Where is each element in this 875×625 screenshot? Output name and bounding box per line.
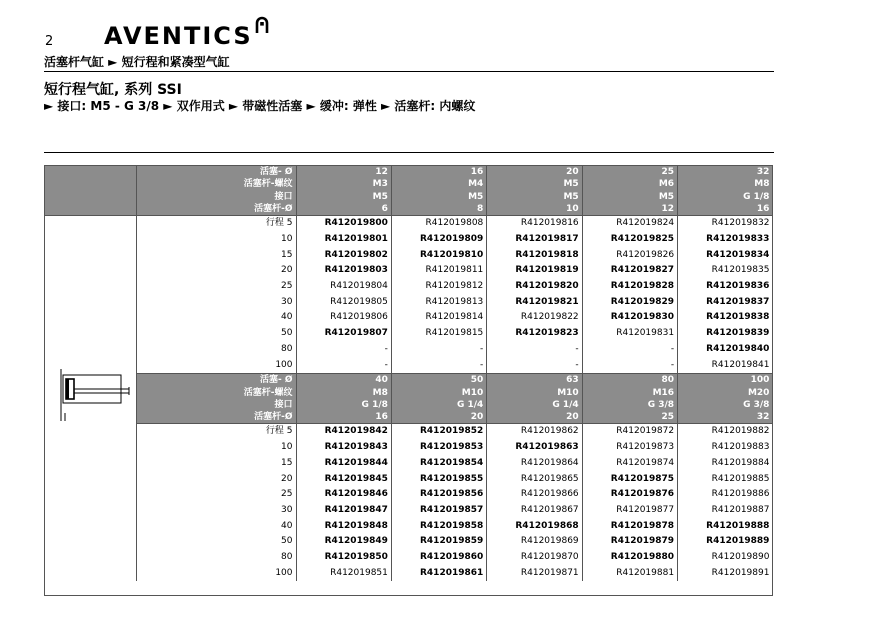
cylinder-symbol-icon [53, 365, 133, 425]
part-number: R412019889 [678, 534, 773, 550]
header-value: M6 [582, 178, 677, 190]
stroke-label [136, 503, 296, 519]
table-row [44, 456, 773, 472]
stroke-label [136, 519, 296, 535]
part-number: R412019871 [487, 566, 582, 582]
part-number: R412019803 [296, 263, 391, 279]
part-number: R412019829 [582, 295, 677, 311]
stroke-prefix: 行程 [265, 426, 284, 437]
order-number-table [44, 165, 773, 581]
stroke-label [136, 566, 296, 582]
part-number: - [391, 358, 486, 374]
part-number: R412019859 [391, 534, 486, 550]
part-number: R412019886 [678, 487, 773, 503]
header-label: 活塞杆-Ø [136, 203, 296, 216]
part-number: R412019881 [582, 566, 677, 582]
part-number: R412019809 [391, 232, 486, 248]
part-number: R412019858 [391, 519, 486, 535]
part-number: R412019887 [678, 503, 773, 519]
part-number: R412019837 [678, 295, 773, 311]
stroke-value: 20 [281, 473, 293, 484]
part-number: R412019824 [582, 216, 677, 232]
aventics-logo [104, 22, 270, 50]
part-number: - [296, 358, 391, 374]
stroke-label [136, 534, 296, 550]
header-value: M4 [391, 178, 486, 190]
part-number: R412019802 [296, 248, 391, 264]
part-number: R412019820 [487, 279, 582, 295]
header-row [44, 166, 773, 179]
stroke-value: 50 [281, 328, 293, 339]
header-value: M5 [391, 191, 486, 203]
table-row [44, 295, 773, 311]
header-label: 活塞杆-Ø [136, 411, 296, 424]
stroke-label [136, 310, 296, 326]
brand-name: AVENTICS [104, 22, 253, 50]
part-number: R412019830 [582, 310, 677, 326]
part-number: R412019810 [391, 248, 486, 264]
part-number: R412019867 [487, 503, 582, 519]
part-number: R412019850 [296, 550, 391, 566]
part-number: R412019862 [487, 424, 582, 440]
header-value: M5 [582, 191, 677, 203]
part-number: R412019861 [391, 566, 486, 582]
part-number: R412019854 [391, 456, 486, 472]
part-number: R412019822 [487, 310, 582, 326]
header-value: 20 [487, 411, 582, 424]
part-number: R412019801 [296, 232, 391, 248]
stroke-value: 15 [281, 249, 293, 260]
part-number: R412019875 [582, 472, 677, 488]
stroke-value: 30 [281, 296, 293, 307]
header-value: 40 [296, 374, 391, 387]
part-number: R412019841 [678, 358, 773, 374]
table-row [44, 566, 773, 582]
table-row [44, 503, 773, 519]
table-row [44, 248, 773, 264]
header-value: 6 [296, 203, 391, 216]
part-number: R412019856 [391, 487, 486, 503]
stroke-label [136, 472, 296, 488]
part-number: R412019826 [582, 248, 677, 264]
header-label: 接口 [136, 191, 296, 203]
table-row [44, 472, 773, 488]
stroke-label [136, 216, 296, 232]
part-number: R412019845 [296, 472, 391, 488]
part-number: R412019814 [391, 310, 486, 326]
stroke-label [136, 295, 296, 311]
part-number: R412019880 [582, 550, 677, 566]
stroke-label [136, 342, 296, 358]
part-number: R412019813 [391, 295, 486, 311]
stroke-value: 5 [286, 426, 293, 437]
table-row [44, 279, 773, 295]
header-value: G 3/8 [678, 399, 773, 411]
header-row [44, 191, 773, 203]
stroke-value: 80 [281, 343, 293, 354]
header-value: 16 [296, 411, 391, 424]
stroke-label [136, 263, 296, 279]
part-number: R412019868 [487, 519, 582, 535]
part-number: R412019846 [296, 487, 391, 503]
part-number: R412019874 [582, 456, 677, 472]
header-value: G 3/8 [582, 399, 677, 411]
header-divider [44, 71, 774, 72]
part-number: R412019808 [391, 216, 486, 232]
page-number: 2 [45, 34, 54, 49]
stroke-value: 40 [281, 520, 293, 531]
stroke-label [136, 424, 296, 440]
stroke-value: 10 [281, 442, 293, 453]
part-number: R412019828 [582, 279, 677, 295]
part-number: R412019873 [582, 440, 677, 456]
header-value: 25 [582, 166, 677, 179]
stroke-label [136, 358, 296, 374]
stroke-value: 80 [281, 552, 293, 563]
header-row [44, 387, 773, 399]
part-number: R412019876 [582, 487, 677, 503]
table-row [44, 358, 773, 374]
part-number: R412019839 [678, 326, 773, 342]
cylinder-symbol-cell [44, 216, 136, 582]
part-number: R412019844 [296, 456, 391, 472]
part-number: R412019823 [487, 326, 582, 342]
header-value: M5 [296, 191, 391, 203]
header-value: 16 [391, 166, 486, 179]
part-number: R412019857 [391, 503, 486, 519]
header-value: 63 [487, 374, 582, 387]
part-number: R412019890 [678, 550, 773, 566]
header-value: M20 [678, 387, 773, 399]
part-number: R412019836 [678, 279, 773, 295]
table-row [44, 216, 773, 232]
stroke-value: 40 [281, 312, 293, 323]
header-value: M10 [391, 387, 486, 399]
table-row [44, 424, 773, 440]
stroke-label [136, 487, 296, 503]
table-row [44, 487, 773, 503]
header-value: M10 [487, 387, 582, 399]
table-row [44, 550, 773, 566]
header-value: 16 [678, 203, 773, 216]
part-number: R412019866 [487, 487, 582, 503]
stroke-value: 50 [281, 536, 293, 547]
part-number: R412019804 [296, 279, 391, 295]
header-value: M3 [296, 178, 391, 190]
part-number: R412019819 [487, 263, 582, 279]
header-value: M16 [582, 387, 677, 399]
table-row [44, 440, 773, 456]
stroke-value: 25 [281, 489, 293, 500]
part-number: R412019831 [582, 326, 677, 342]
part-number: R412019852 [391, 424, 486, 440]
stroke-value: 15 [281, 457, 293, 468]
table-row [44, 534, 773, 550]
part-number: R412019842 [296, 424, 391, 440]
header-value: 12 [582, 203, 677, 216]
part-number: R412019816 [487, 216, 582, 232]
part-number: R412019879 [582, 534, 677, 550]
part-number: R412019840 [678, 342, 773, 358]
part-number: R412019833 [678, 232, 773, 248]
part-number: R412019885 [678, 472, 773, 488]
table-row [44, 263, 773, 279]
part-number: R412019863 [487, 440, 582, 456]
part-number: R412019865 [487, 472, 582, 488]
header-corner [44, 166, 136, 216]
part-number: R412019847 [296, 503, 391, 519]
part-number: - [582, 342, 677, 358]
part-number: R412019817 [487, 232, 582, 248]
part-number: R412019811 [391, 263, 486, 279]
header-value: 12 [296, 166, 391, 179]
part-number: R412019815 [391, 326, 486, 342]
stroke-label [136, 279, 296, 295]
part-number: R412019864 [487, 456, 582, 472]
part-number: R412019838 [678, 310, 773, 326]
page-title: 短行程气缸, 系列 SSI [44, 82, 182, 98]
part-number: R412019812 [391, 279, 486, 295]
section-divider [44, 152, 774, 153]
header-value: 32 [678, 166, 773, 179]
stroke-value: 10 [281, 233, 293, 244]
part-number: R412019872 [582, 424, 677, 440]
breadcrumb: 活塞杆气缸 ► 短行程和紧凑型气缸 [44, 55, 230, 69]
header-value: 8 [391, 203, 486, 216]
stroke-label [136, 456, 296, 472]
table-row [44, 326, 773, 342]
header-value: G 1/4 [487, 399, 582, 411]
part-number: R412019855 [391, 472, 486, 488]
header-value: 50 [391, 374, 486, 387]
part-number: R412019870 [487, 550, 582, 566]
header-label: 活塞杆-螺纹 [136, 387, 296, 399]
part-number: - [391, 342, 486, 358]
part-number: R412019891 [678, 566, 773, 582]
stroke-value: 5 [286, 218, 293, 229]
header-row [44, 178, 773, 190]
header-value: G 1/8 [678, 191, 773, 203]
logo-mark-icon [254, 16, 270, 34]
part-number: R412019888 [678, 519, 773, 535]
part-number: - [582, 358, 677, 374]
part-number: R412019834 [678, 248, 773, 264]
part-number: R412019878 [582, 519, 677, 535]
stroke-value: 20 [281, 265, 293, 276]
table-row [44, 519, 773, 535]
stroke-value: 100 [275, 567, 293, 578]
part-number: R412019851 [296, 566, 391, 582]
header-value: 32 [678, 411, 773, 424]
header-value: 20 [487, 166, 582, 179]
table-row [44, 342, 773, 358]
part-number: R412019821 [487, 295, 582, 311]
stroke-label [136, 550, 296, 566]
part-number: R412019877 [582, 503, 677, 519]
table-row [44, 310, 773, 326]
part-number: R412019884 [678, 456, 773, 472]
header-value: M8 [678, 178, 773, 190]
stroke-prefix: 行程 [265, 218, 284, 229]
header-label: 接口 [136, 399, 296, 411]
header-value: 100 [678, 374, 773, 387]
header-row [44, 374, 773, 387]
part-number: R412019860 [391, 550, 486, 566]
part-number: - [296, 342, 391, 358]
part-number: R412019849 [296, 534, 391, 550]
part-number: R412019882 [678, 424, 773, 440]
part-number: R412019807 [296, 326, 391, 342]
stroke-label [136, 248, 296, 264]
header-value: 25 [582, 411, 677, 424]
part-number: R412019848 [296, 519, 391, 535]
stroke-value: 25 [281, 281, 293, 291]
header-value: G 1/4 [391, 399, 486, 411]
stroke-label [136, 232, 296, 248]
part-number: R412019835 [678, 263, 773, 279]
part-number: R412019853 [391, 440, 486, 456]
stroke-label [136, 440, 296, 456]
header-value: 10 [487, 203, 582, 216]
header-row [44, 399, 773, 411]
part-number: - [487, 342, 582, 358]
part-number: R412019818 [487, 248, 582, 264]
header-row [44, 411, 773, 424]
header-value: M8 [296, 387, 391, 399]
part-number: - [487, 358, 582, 374]
stroke-label [136, 326, 296, 342]
part-number: R412019805 [296, 295, 391, 311]
header-row [44, 203, 773, 216]
stroke-value: 100 [275, 359, 293, 370]
part-number: R412019827 [582, 263, 677, 279]
header-value: G 1/8 [296, 399, 391, 411]
table-row [44, 232, 773, 248]
part-number: R412019825 [582, 232, 677, 248]
part-number: R412019806 [296, 310, 391, 326]
part-number: R412019869 [487, 534, 582, 550]
part-number: R412019800 [296, 216, 391, 232]
part-number: R412019832 [678, 216, 773, 232]
header-label: 活塞杆-螺纹 [136, 178, 296, 190]
header-label: 活塞- Ø [136, 166, 296, 179]
page-subtitle: ► 接口: M5 - G 3/8 ► 双作用式 ► 带磁性活塞 ► 缓冲: 弹性 ► 活塞杆: 内螺纹 [44, 99, 476, 113]
part-number: R412019883 [678, 440, 773, 456]
part-number: R412019843 [296, 440, 391, 456]
header-value: M5 [487, 178, 582, 190]
header-value: 80 [582, 374, 677, 387]
header-label: 活塞- Ø [136, 374, 296, 387]
header-value: M5 [487, 191, 582, 203]
header-value: 20 [391, 411, 486, 424]
stroke-value: 30 [281, 504, 293, 515]
